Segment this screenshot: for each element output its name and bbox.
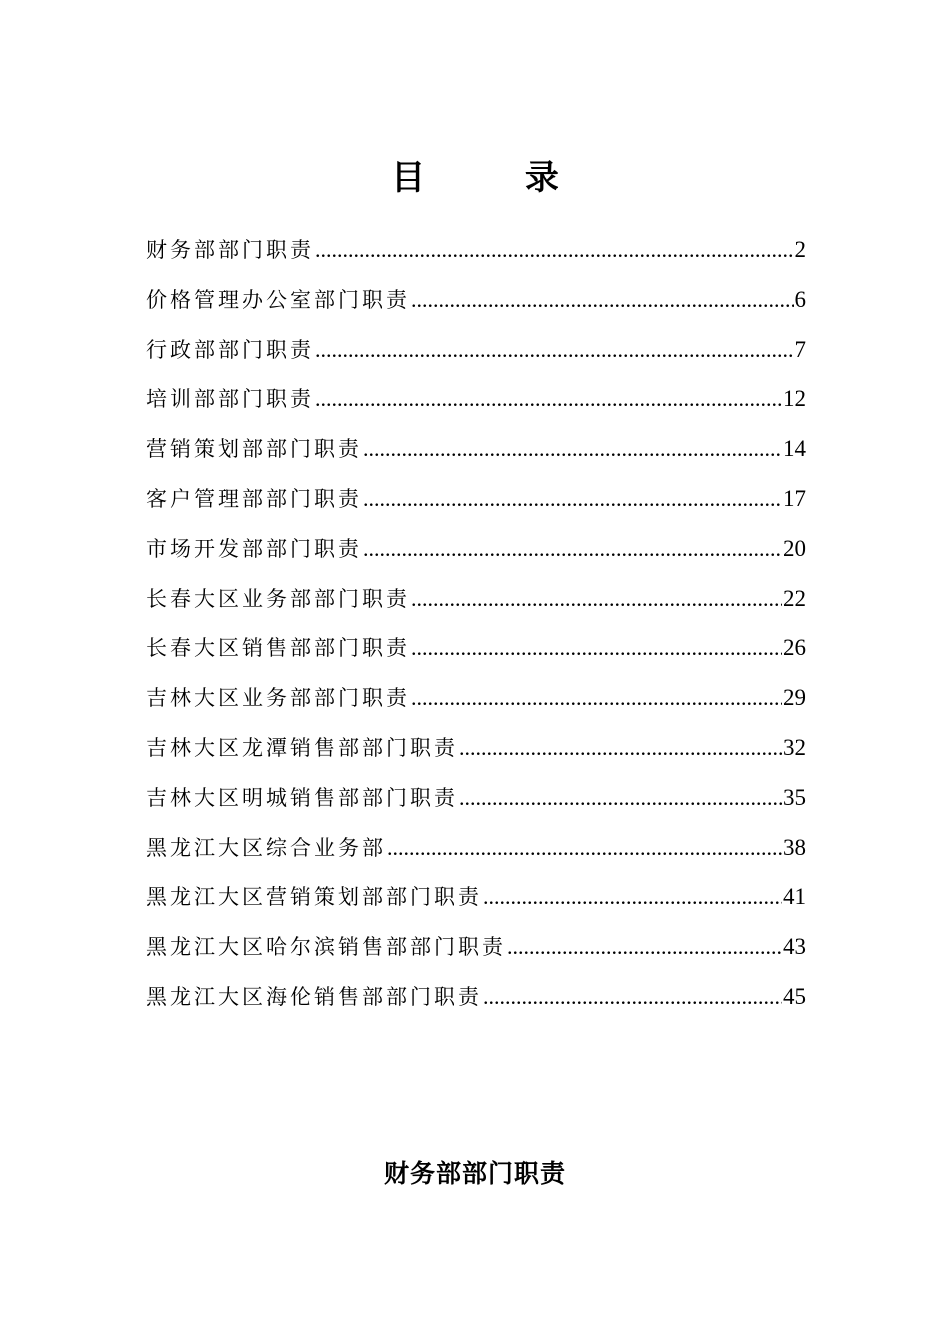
toc-leader-dots bbox=[315, 225, 794, 275]
toc-leader-dots bbox=[411, 275, 794, 325]
toc-entry-page: 20 bbox=[783, 535, 806, 561]
toc-entry-page: 6 bbox=[794, 286, 806, 312]
toc-entry[interactable] bbox=[146, 474, 806, 524]
toc-leader-dots bbox=[459, 773, 782, 823]
toc-entry[interactable] bbox=[146, 524, 806, 574]
toc-entry-label: 长春大区业务部部门职责 bbox=[146, 586, 410, 611]
toc-entry-label: 吉林大区明城销售部部门职责 bbox=[146, 785, 458, 810]
toc-entry-label: 财务部部门职责 bbox=[146, 238, 314, 262]
toc-entry-page: 41 bbox=[783, 884, 806, 910]
toc-entry[interactable] bbox=[146, 623, 806, 673]
toc-entry-page: 2 bbox=[794, 237, 806, 262]
toc-entry-page: 38 bbox=[783, 834, 806, 860]
toc-leader-dots bbox=[363, 474, 782, 524]
toc-entry-label: 黑龙江大区海伦销售部部门职责 bbox=[146, 984, 482, 1009]
toc-entry[interactable] bbox=[146, 673, 806, 723]
toc-entry-page: 12 bbox=[783, 386, 806, 412]
toc-leader-dots bbox=[483, 972, 782, 1022]
toc-entry[interactable] bbox=[146, 872, 806, 922]
toc-entry-page: 43 bbox=[783, 934, 806, 960]
toc-entry-page: 32 bbox=[783, 734, 806, 760]
toc-entry-label: 营销策划部部门职责 bbox=[146, 437, 362, 462]
toc-entry-page: 45 bbox=[783, 983, 806, 1009]
toc-leader-dots bbox=[315, 325, 794, 375]
toc-leader-dots bbox=[411, 574, 782, 624]
section-heading: 财务部部门职责 bbox=[383, 1159, 566, 1188]
toc-leader-dots bbox=[363, 524, 782, 574]
toc-leader-dots bbox=[507, 922, 782, 972]
toc-entry[interactable] bbox=[146, 325, 806, 375]
toc-entry-page: 17 bbox=[783, 485, 806, 511]
toc-entry-label: 培训部部门职责 bbox=[146, 387, 314, 412]
toc-entry-label: 行政部部门职责 bbox=[146, 337, 314, 362]
toc-entry-label: 黑龙江大区营销策划部部门职责 bbox=[146, 885, 482, 910]
toc-entry-label: 黑龙江大区综合业务部 bbox=[146, 835, 386, 860]
toc-entry-label: 黑龙江大区哈尔滨销售部部门职责 bbox=[146, 935, 506, 960]
toc-entry[interactable] bbox=[146, 773, 806, 823]
toc-entry[interactable] bbox=[146, 374, 806, 424]
toc-leader-dots bbox=[387, 823, 782, 873]
toc-entry[interactable] bbox=[146, 972, 806, 1022]
toc-entry-label: 客户管理部部门职责 bbox=[146, 486, 362, 511]
toc-entry[interactable] bbox=[146, 424, 806, 474]
toc-entry[interactable] bbox=[146, 823, 806, 873]
toc-entry[interactable] bbox=[146, 225, 806, 275]
toc-leader-dots bbox=[483, 872, 782, 922]
toc-entry-page: 22 bbox=[783, 585, 806, 611]
toc-entry-label: 价格管理办公室部门职责 bbox=[146, 287, 410, 312]
toc-entry-label: 长春大区销售部部门职责 bbox=[146, 636, 410, 661]
toc-entry-label: 市场开发部部门职责 bbox=[146, 536, 362, 561]
toc-leader-dots bbox=[411, 673, 782, 723]
toc-entry[interactable] bbox=[146, 922, 806, 972]
toc-entry-page: 29 bbox=[783, 685, 806, 711]
toc-leader-dots bbox=[411, 623, 782, 673]
toc-entry-page: 7 bbox=[794, 336, 806, 362]
toc-entry-page: 26 bbox=[783, 635, 806, 661]
toc-entry-page: 35 bbox=[783, 784, 806, 810]
toc-entry-page: 14 bbox=[783, 436, 806, 462]
toc-leader-dots bbox=[315, 374, 782, 424]
toc-entry-label: 吉林大区业务部部门职责 bbox=[146, 686, 410, 711]
toc-entry-label: 吉林大区龙潭销售部部门职责 bbox=[146, 735, 458, 760]
toc-entry[interactable] bbox=[146, 723, 806, 773]
table-of-contents bbox=[146, 225, 806, 1022]
toc-leader-dots bbox=[459, 723, 782, 773]
toc-entry[interactable] bbox=[146, 275, 806, 325]
toc-entry[interactable] bbox=[146, 574, 806, 624]
toc-title: 目 录 bbox=[391, 158, 603, 198]
toc-leader-dots bbox=[363, 424, 782, 474]
